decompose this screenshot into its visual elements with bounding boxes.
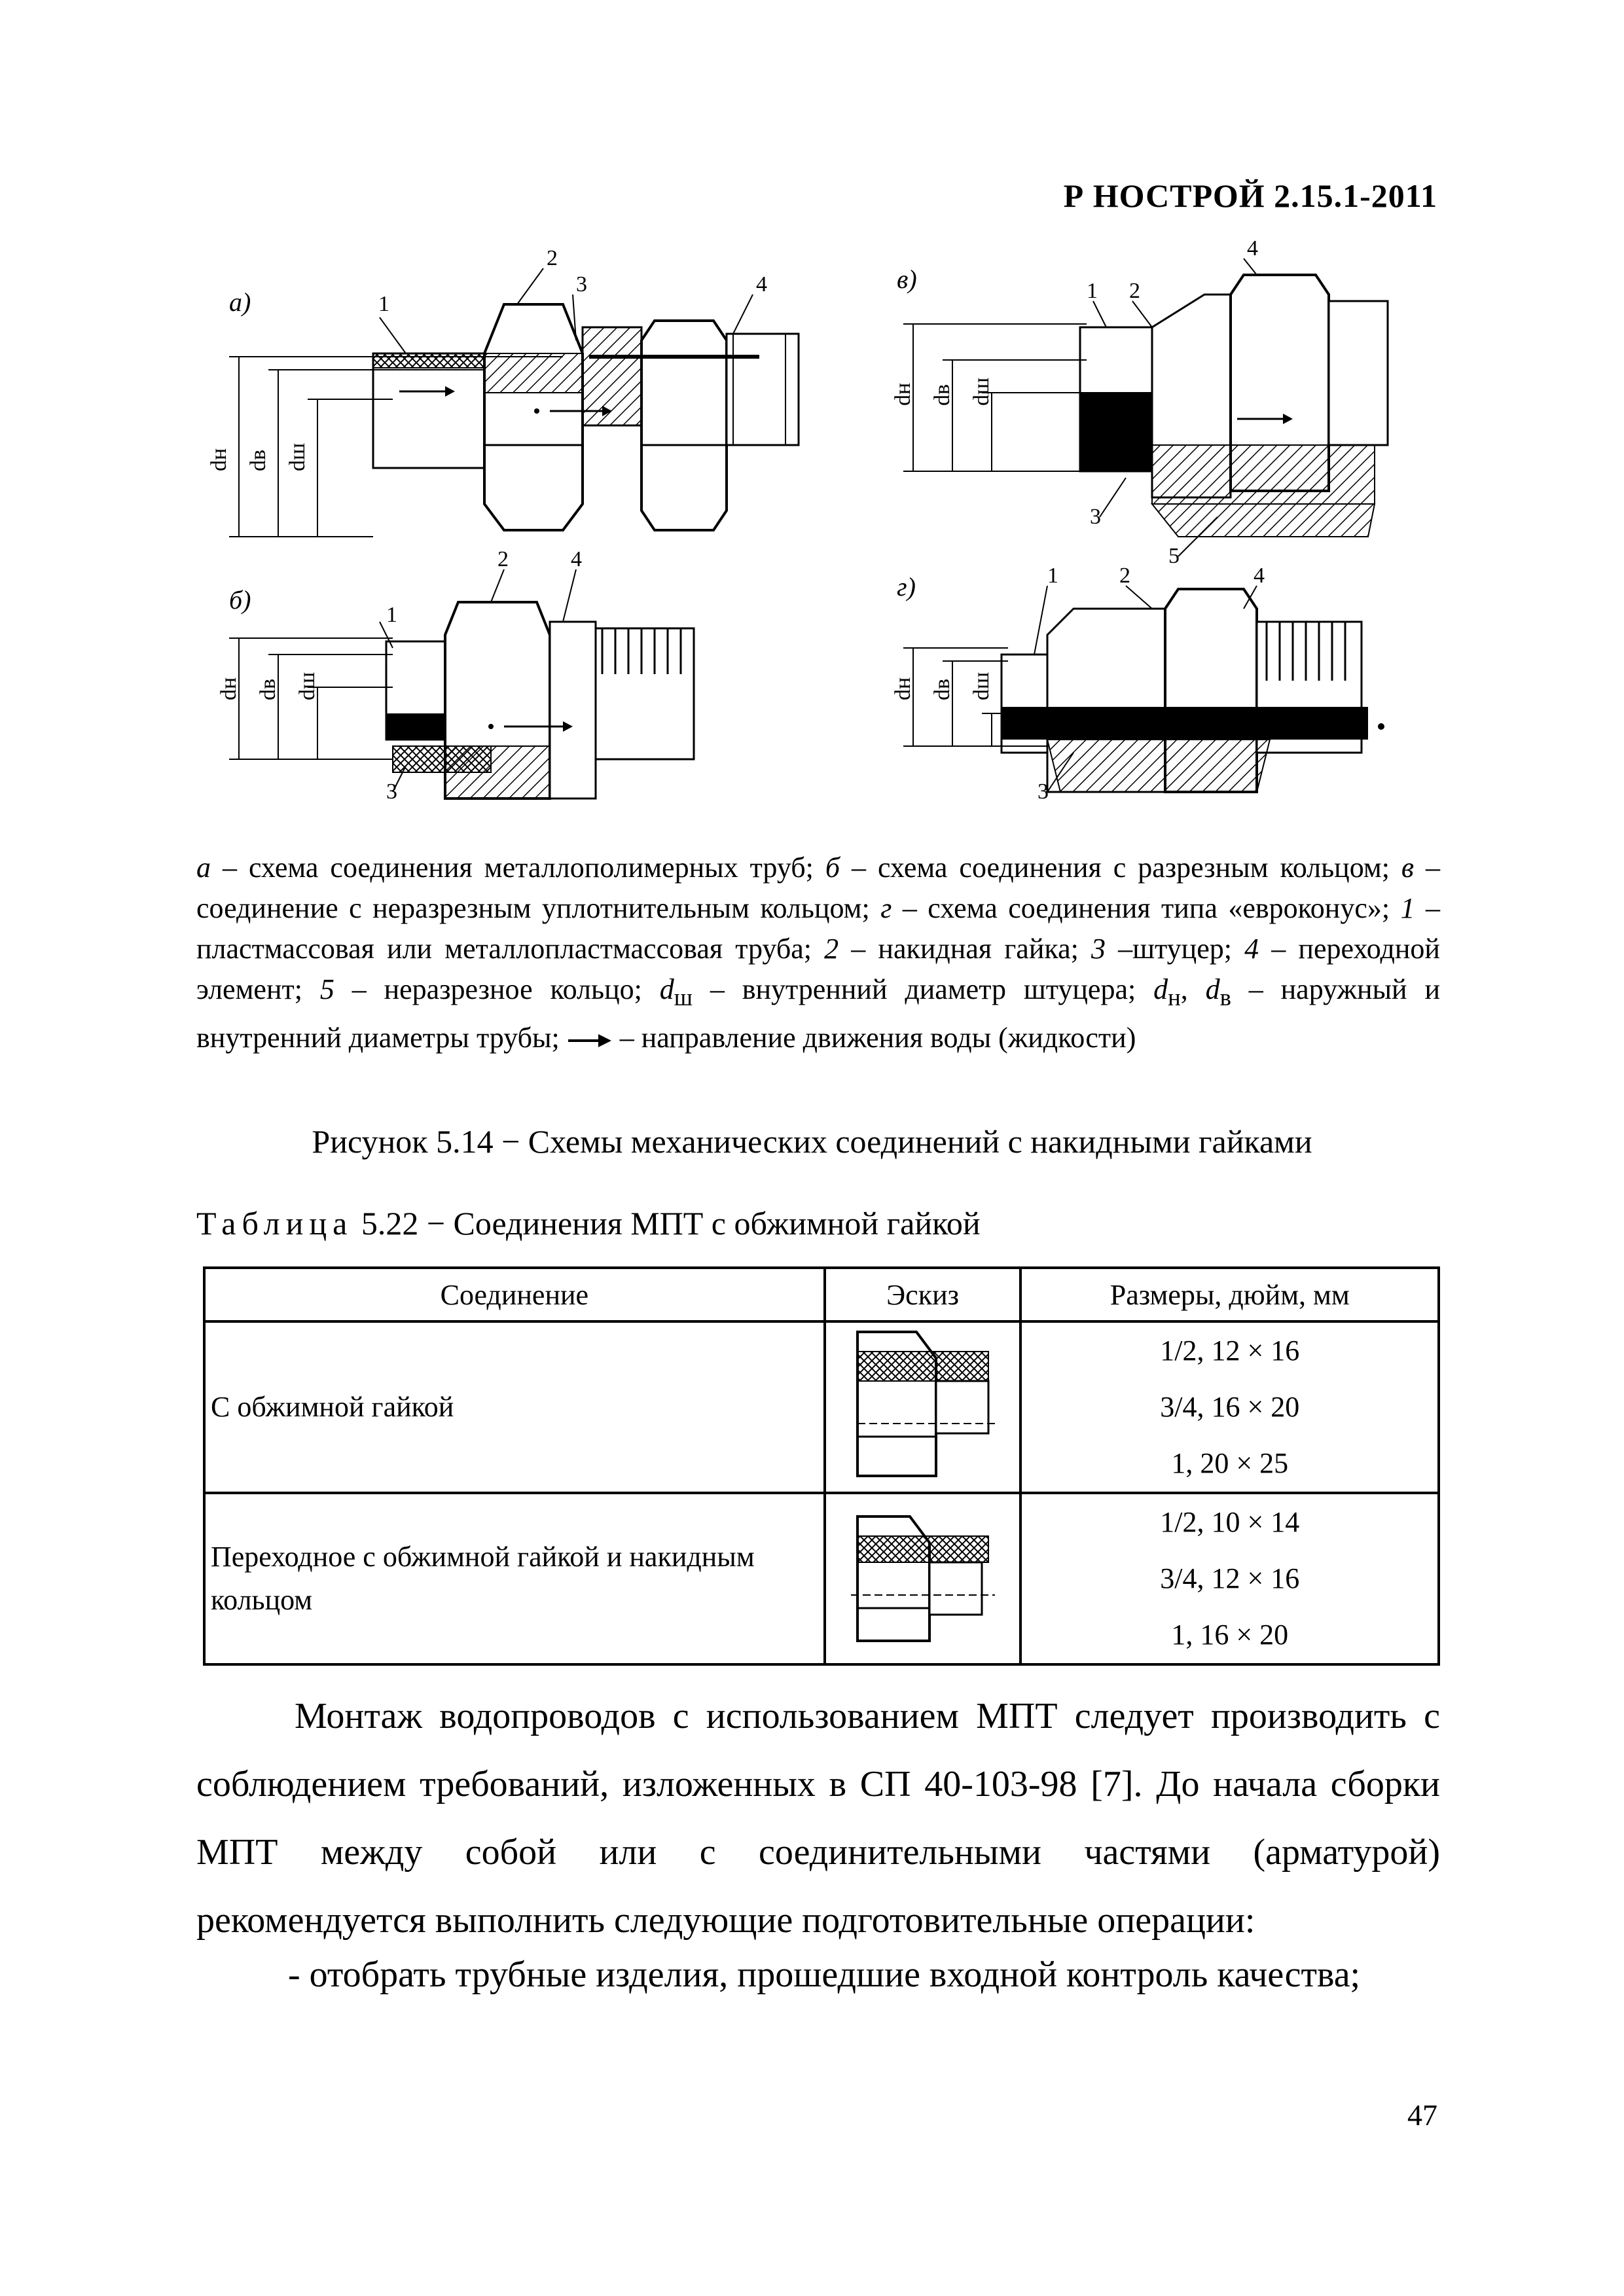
svg-text:1: 1 (1047, 564, 1058, 588)
dim-label: dв (246, 449, 270, 471)
connection-name: Переходное с обжимной гайкой и накидным кольцом (204, 1493, 825, 1664)
svg-text:dн: dн (891, 382, 915, 406)
svg-text:3: 3 (1090, 505, 1101, 529)
arrow-icon (567, 1033, 613, 1049)
dimensions-cell: 1/2, 10 × 14 3/4, 12 × 16 1, 16 × 20 (1020, 1493, 1439, 1664)
svg-text:4: 4 (571, 547, 582, 571)
svg-text:1: 1 (1087, 279, 1098, 303)
page-number: 47 (1407, 2098, 1437, 2132)
table-row (204, 1321, 1439, 1493)
dim-label: dн (207, 448, 231, 471)
svg-text:1: 1 (386, 603, 397, 627)
figure-v (891, 236, 1388, 568)
svg-text:4: 4 (1247, 236, 1258, 260)
svg-text:3: 3 (576, 272, 587, 296)
table-title: Таблица 5.22 − Соединения МПТ с обжимной гайкой (196, 1205, 981, 1242)
svg-text:dш: dш (969, 672, 994, 700)
sketch-image (844, 1497, 1001, 1654)
svg-text:г): г) (897, 572, 916, 601)
svg-text:2: 2 (1129, 279, 1140, 303)
table-header-row (204, 1268, 1439, 1321)
sketch-cell (825, 1321, 1021, 1493)
table-header: Эскиз (825, 1268, 1021, 1321)
figure-g (891, 564, 1384, 804)
table-header: Соединение (204, 1268, 825, 1321)
svg-text:5: 5 (1168, 544, 1180, 568)
figure-drawings (196, 229, 1440, 818)
svg-text:dш: dш (295, 672, 319, 700)
sketch-image (844, 1325, 1001, 1482)
svg-text:2: 2 (1119, 564, 1130, 588)
svg-text:2: 2 (497, 547, 509, 571)
svg-text:dн: dн (217, 677, 241, 700)
svg-text:б): б) (229, 585, 251, 615)
figure-b (217, 547, 694, 804)
figure-a (207, 246, 799, 537)
svg-text:4: 4 (756, 272, 767, 296)
figure-a-label: а) (229, 287, 251, 317)
svg-text:dн: dн (891, 677, 915, 700)
svg-text:3: 3 (386, 780, 397, 804)
svg-text:4: 4 (1254, 564, 1265, 588)
document-header: Р НОСТРОЙ 2.15.1-2011 (1063, 177, 1437, 214)
svg-text:dв: dв (930, 678, 954, 700)
svg-text:2: 2 (547, 246, 558, 270)
sketch-cell (825, 1493, 1021, 1664)
svg-text:3: 3 (1038, 780, 1049, 804)
svg-text:dв: dв (930, 384, 954, 406)
bullet-item: - отобрать трубные изделия, прошедшие входной контроль качества; (288, 1954, 1361, 1995)
dimensions-cell: 1/2, 12 × 16 3/4, 16 × 20 1, 20 × 25 (1020, 1321, 1439, 1493)
svg-text:в): в) (897, 264, 917, 294)
connections-table (203, 1266, 1440, 1666)
svg-text:dш: dш (969, 377, 994, 406)
dim-label: dш (285, 442, 310, 471)
figure-title: Рисунок 5.14 − Схемы механических соединений с накидными гайками (312, 1123, 1312, 1160)
table-row (204, 1493, 1439, 1664)
svg-text:dв: dв (256, 678, 280, 700)
connection-name: С обжимной гайкой (204, 1321, 825, 1493)
body-paragraph: Монтаж водопроводов с использованием МПТ следует производить с соблюдением требований, изложенных в СП 40-103-98 [7]. До начала сборки МПТ между собой или с соединительными частями (арматурой) рекомендуется выполнить следующие подготовительные операции: (196, 1696, 1440, 1941)
table-header: Размеры, дюйм, мм (1020, 1268, 1439, 1321)
svg-text:1: 1 (378, 292, 389, 316)
figure-caption: а – схема соединения металлополимерных труб; б – схема соединения с разрезным кольцом; в – соединение с неразрезным уплотнительным кольцом; г – схема соединения типа «евроконус»; 1 – пластмассовая или металлопластмассовая труба; 2 – накидная гайка; 3 –штуцер; 4 – переходной элемент; 5 – неразрезное кольцо; $d_ш$ – внутренний диаметр штуцера; $d_н$, $d_в$ – наружный и внутренний диаметры трубы; – направление движения воды (жидкости) (196, 852, 1441, 1054)
